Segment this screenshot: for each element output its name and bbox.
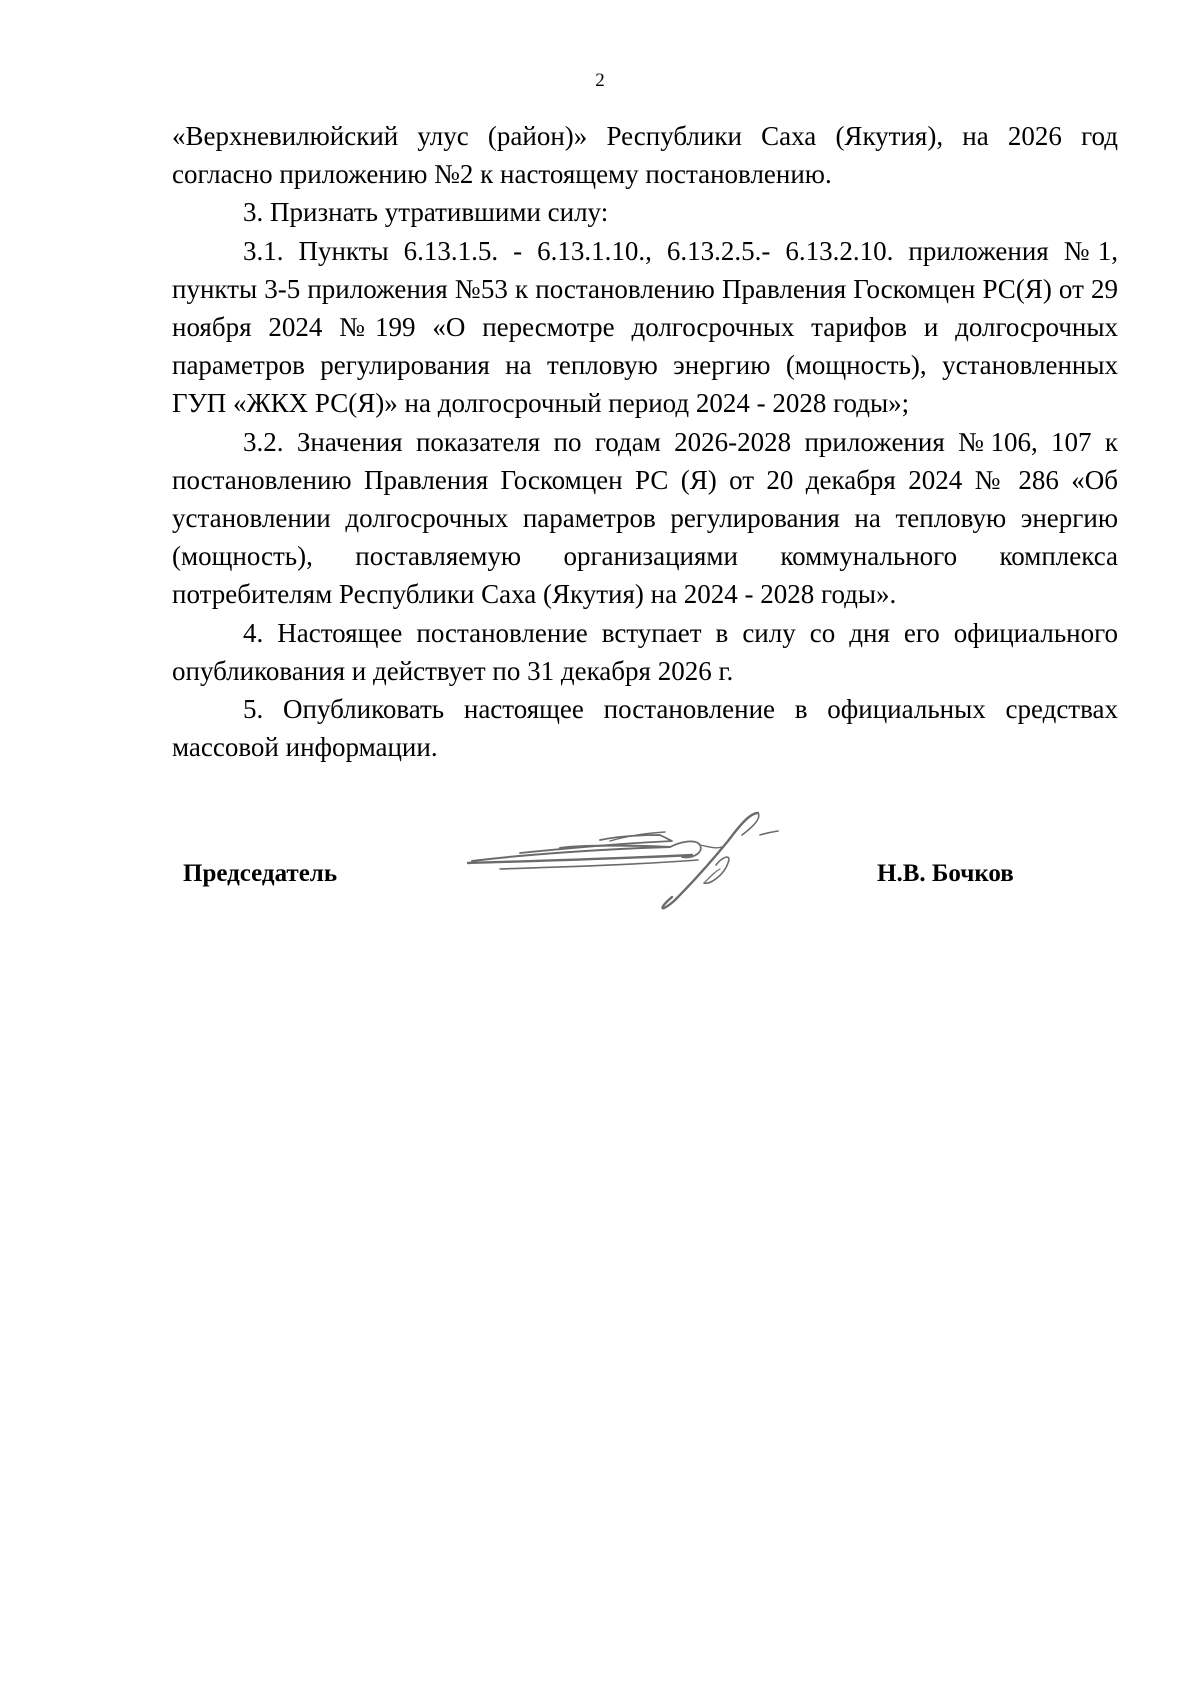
paragraph-item-3-2: 3.2. Значения показателя по годам 2026-2028 приложения №106, 107 к постановлению Правления Госкомцен РС (Я) от 20 декабря 2024 № 286 «Об установлении долгосрочных параметров регулирования на тепловую энергию (мощность), поставляемую организациями коммунального комплекса потребителям Республики Саха (Якутия) на 2024 - 2028 годы». — [172, 426, 1118, 610]
handwritten-signature — [460, 805, 790, 915]
document-body — [172, 117, 1118, 766]
page-number: 2 — [595, 70, 605, 91]
signatory-title: Председатель — [183, 860, 338, 887]
paragraph-item-5: 5. Опубликовать настоящее постановление в официальных средствах массовой информации. — [172, 694, 1118, 763]
paragraph-item-3: 3. Признать утратившими силу: — [243, 197, 609, 228]
paragraph-item-4: 4. Настоящее постановление вступает в силу со дня его официального опубликования и действует по 31 декабря 2026 г. — [172, 617, 1118, 686]
signatory-name: Н.В. Бочков — [877, 860, 1014, 887]
paragraph-item-3-1: 3.1. Пункты 6.13.1.5. - 6.13.1.10., 6.13.2.5.- 6.13.2.10. приложения №1, пункты 3-5 приложения №53 к постановлению Правления Госкомцен РС(Я) от 29 ноября 2024 №199 «О пересмотре долгосрочных тарифов и долгосрочных параметров регулирования на тепловую энергию (мощность), установленных ГУП «ЖКХ РС(Я)» на долгосрочный период 2024 - 2028 годы»; — [172, 235, 1118, 419]
paragraph-continuation: «Верхневилюйский улус (район)» Республики Саха (Якутия), на 2026 год согласно приложению №2 к настоящему постановлению. — [172, 121, 1118, 190]
